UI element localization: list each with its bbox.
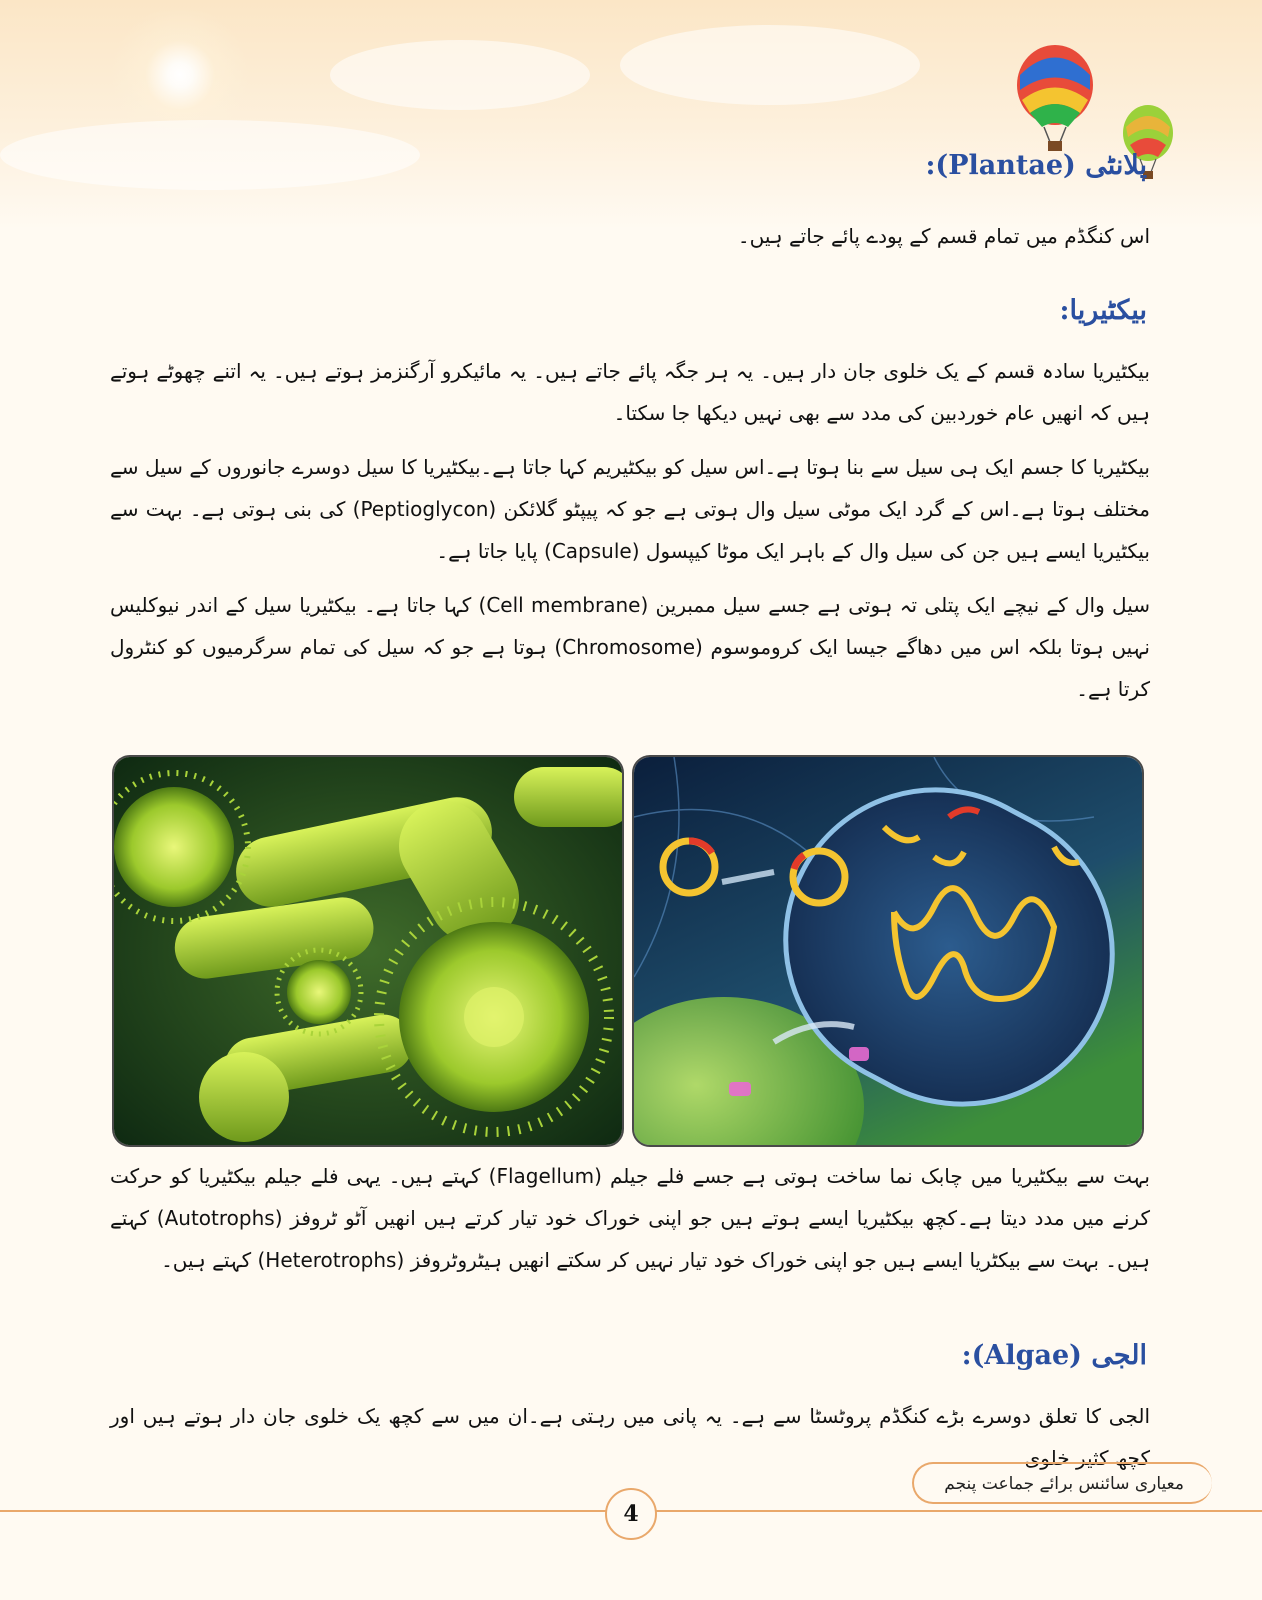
- paragraph: الجی کا تعلق دوسرے بڑے کنگڈم پروٹسٹا سے ہے۔ یہ پانی میں رہتی ہے۔ان میں سے کچھ یک خلوی جان دار ہوتے ہیں اور کچھ کثیر خلوی: [110, 1404, 1150, 1470]
- heading-plantae: پلانٹی (Plantae):: [925, 150, 1147, 181]
- paragraph: بہت سے بیکٹیریا میں چابک نما ساخت ہوتی ہے جسے فلے جیلم (Flagellum) کہتے ہیں۔ یہی فلے جیلم بیکٹیریا کو حرکت کرنے میں مدد دیتا ہے۔کچھ بیکٹیریا ایسے ہوتے ہیں جو اپنی خوراک خود تیار کرتے ہیں انھیں آٹو ٹروفز (Autotrophs) کہتے ہیں۔ بہت سے بیکٹریا ایسے ہیں جو اپنی خوراک خود تیار نہیں کر سکتے انھیں ہیٹروٹروفز (Heterotrophs) کہتے ہیں۔: [110, 1164, 1150, 1272]
- plantae-text: [110, 215, 1150, 269]
- page-number: 4: [605, 1488, 657, 1540]
- book-title-label: معیاری سائنس برائے جماعت پنجم: [912, 1462, 1212, 1504]
- bacteria-microscope-photo: [112, 755, 624, 1147]
- bacteria-text-continued: [110, 1155, 1150, 1293]
- heading-bacteria: بیکٹیریا:: [1059, 295, 1147, 326]
- cloud-decoration: [0, 120, 420, 190]
- heading-algae: الجی (Algae):: [961, 1340, 1147, 1371]
- bacterial-cell-illustration: [634, 757, 1142, 1145]
- hot-air-balloon-icon: [1010, 45, 1100, 155]
- paragraph: سیل وال کے نیچے ایک پتلی تہ ہوتی ہے جسے سیل ممبرین (Cell membrane) کہا جاتا ہے۔ بیکٹیریا سیل کے اندر نیوکلیس نہیں ہوتا بلکہ اس میں دھاگے جیسا ایک کروموسوم (Chromosome) ہوتا ہے جو کہ سیل کی تمام سرگرمیوں کو کنٹرول کرتا ہے۔: [110, 593, 1151, 701]
- paragraph: بیکٹیریا سادہ قسم کے یک خلوی جان دار ہیں۔ یہ ہر جگہ پائے جاتے ہیں۔ یہ مائیکرو آرگنزمز ہوتے ہیں۔ یہ اتنے چھوٹے ہوتے ہیں کہ انھیں عام خوردبین کی مدد سے بھی نہیں دیکھا جا سکتا۔: [110, 359, 1150, 425]
- paragraph: بیکٹیریا کا جسم ایک ہی سیل سے بنا ہوتا ہے۔اس سیل کو بیکٹیریم کہا جاتا ہے۔بیکٹیریا کا سیل دوسرے جانوروں کے سیل سے مختلف ہوتا ہے۔اس کے گرد ایک موٹی سیل وال ہوتی ہے جو کہ پیپٹو گلائکن (Peptioglycon) کی بنی ہوتی ہے۔ بہت سے بیکٹیریا ایسے ہیں جن کی سیل وال کے باہر ایک موٹا کیپسول (Capsule) پایا جاتا ہے۔: [110, 455, 1150, 563]
- bacterial-cell-diagram-photo: [632, 755, 1144, 1147]
- bacteria-text: [110, 350, 1150, 722]
- paragraph: اس کنگڈم میں تمام قسم کے پودے پائے جاتے ہیں۔: [737, 224, 1150, 248]
- cloud-decoration: [330, 40, 590, 110]
- green-bacteria-illustration: [114, 757, 622, 1145]
- cloud-decoration: [620, 25, 920, 105]
